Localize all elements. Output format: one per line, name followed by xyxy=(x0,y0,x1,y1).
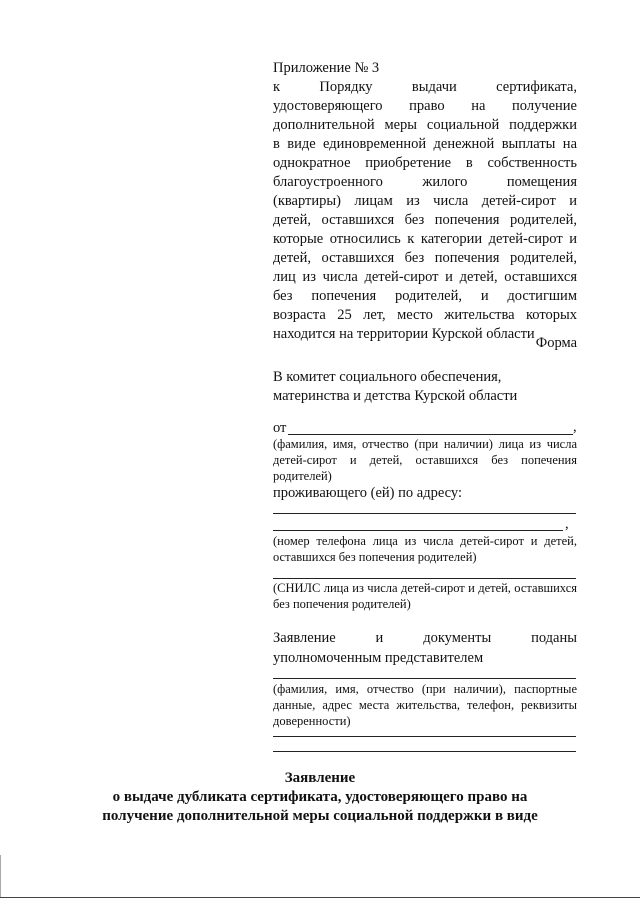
appendix-line: однократное приобретение в собственность xyxy=(273,155,577,171)
recipient-line: материнства и детства Курской области xyxy=(273,388,518,404)
appendix-line: находится на территории Курской области xyxy=(273,326,535,342)
document-subtitle: получение дополнительной меры социальной поддержки в виде xyxy=(102,808,538,824)
address-label: проживающего (ей) по адресу: xyxy=(273,485,462,501)
appendix-line: без попечения родителей, и достигшим xyxy=(273,288,577,304)
extra-line-1[interactable] xyxy=(273,736,576,737)
appendix-line: к Порядку выдачи сертификата, xyxy=(273,79,577,95)
comma-mark: , xyxy=(573,419,577,435)
document-title: Заявление xyxy=(284,770,356,786)
snils-field[interactable] xyxy=(273,578,576,579)
scan-edge xyxy=(0,855,1,897)
appendix-number: Приложение № 3 xyxy=(273,60,380,76)
form-label: Форма xyxy=(535,335,577,351)
appendix-text xyxy=(273,78,577,344)
appendix-line: дополнительной меры социальной поддержки xyxy=(273,117,577,133)
from-label: от xyxy=(273,420,287,436)
representative-field[interactable] xyxy=(273,678,576,679)
appendix-line: возраста 25 лет, место жительства которых xyxy=(273,307,577,323)
recipient xyxy=(273,368,577,406)
representative-text: Заявление и документы поданы уполномоченным представителем xyxy=(273,630,577,666)
fio-note: (фамилия, имя, отчество (при наличии) лица из числа детей-сирот и детей, оставшихся без попечения родителей) xyxy=(273,437,577,483)
document-subtitle: о выдаче дубликата сертификата, удостоверяющего право на xyxy=(112,789,528,805)
extra-line-2[interactable] xyxy=(273,751,576,752)
applicant-name-field[interactable] xyxy=(288,434,573,435)
address-field[interactable] xyxy=(273,513,576,514)
snils-note: (СНИЛС лица из числа детей-сирот и детей, оставшихся без попечения родителей) xyxy=(273,581,577,611)
appendix-line: благоустроенного жилого помещения xyxy=(273,174,577,190)
appendix-line: (квартиры) лицам из числа детей-сирот и xyxy=(273,193,577,209)
appendix-line: которые относились к категории детей-сирот и xyxy=(273,231,577,247)
address-field-2[interactable] xyxy=(273,530,563,531)
appendix-line: в виде единовременной денежной выплаты на xyxy=(273,136,577,152)
appendix-line: детей, оставшихся без попечения родителей, xyxy=(273,212,577,228)
page-edge-rule xyxy=(0,897,640,898)
comma-mark: , xyxy=(565,516,569,532)
appendix-line: лиц из числа детей-сирот и детей, оставшихся xyxy=(273,269,577,285)
recipient-line: В комитет социального обеспечения, xyxy=(273,369,502,385)
representative-note: (фамилия, имя, отчество (при наличии), паспортные данные, адрес места жительства, телефон, реквизиты доверенности) xyxy=(273,682,577,728)
appendix-line: детей, оставшихся без попечения родителей, xyxy=(273,250,577,266)
phone-note: (номер телефона лица из числа детей-сирот и детей, оставшихся без попечения родителей) xyxy=(273,534,577,564)
appendix-line: удостоверяющего право на получение xyxy=(273,98,577,114)
